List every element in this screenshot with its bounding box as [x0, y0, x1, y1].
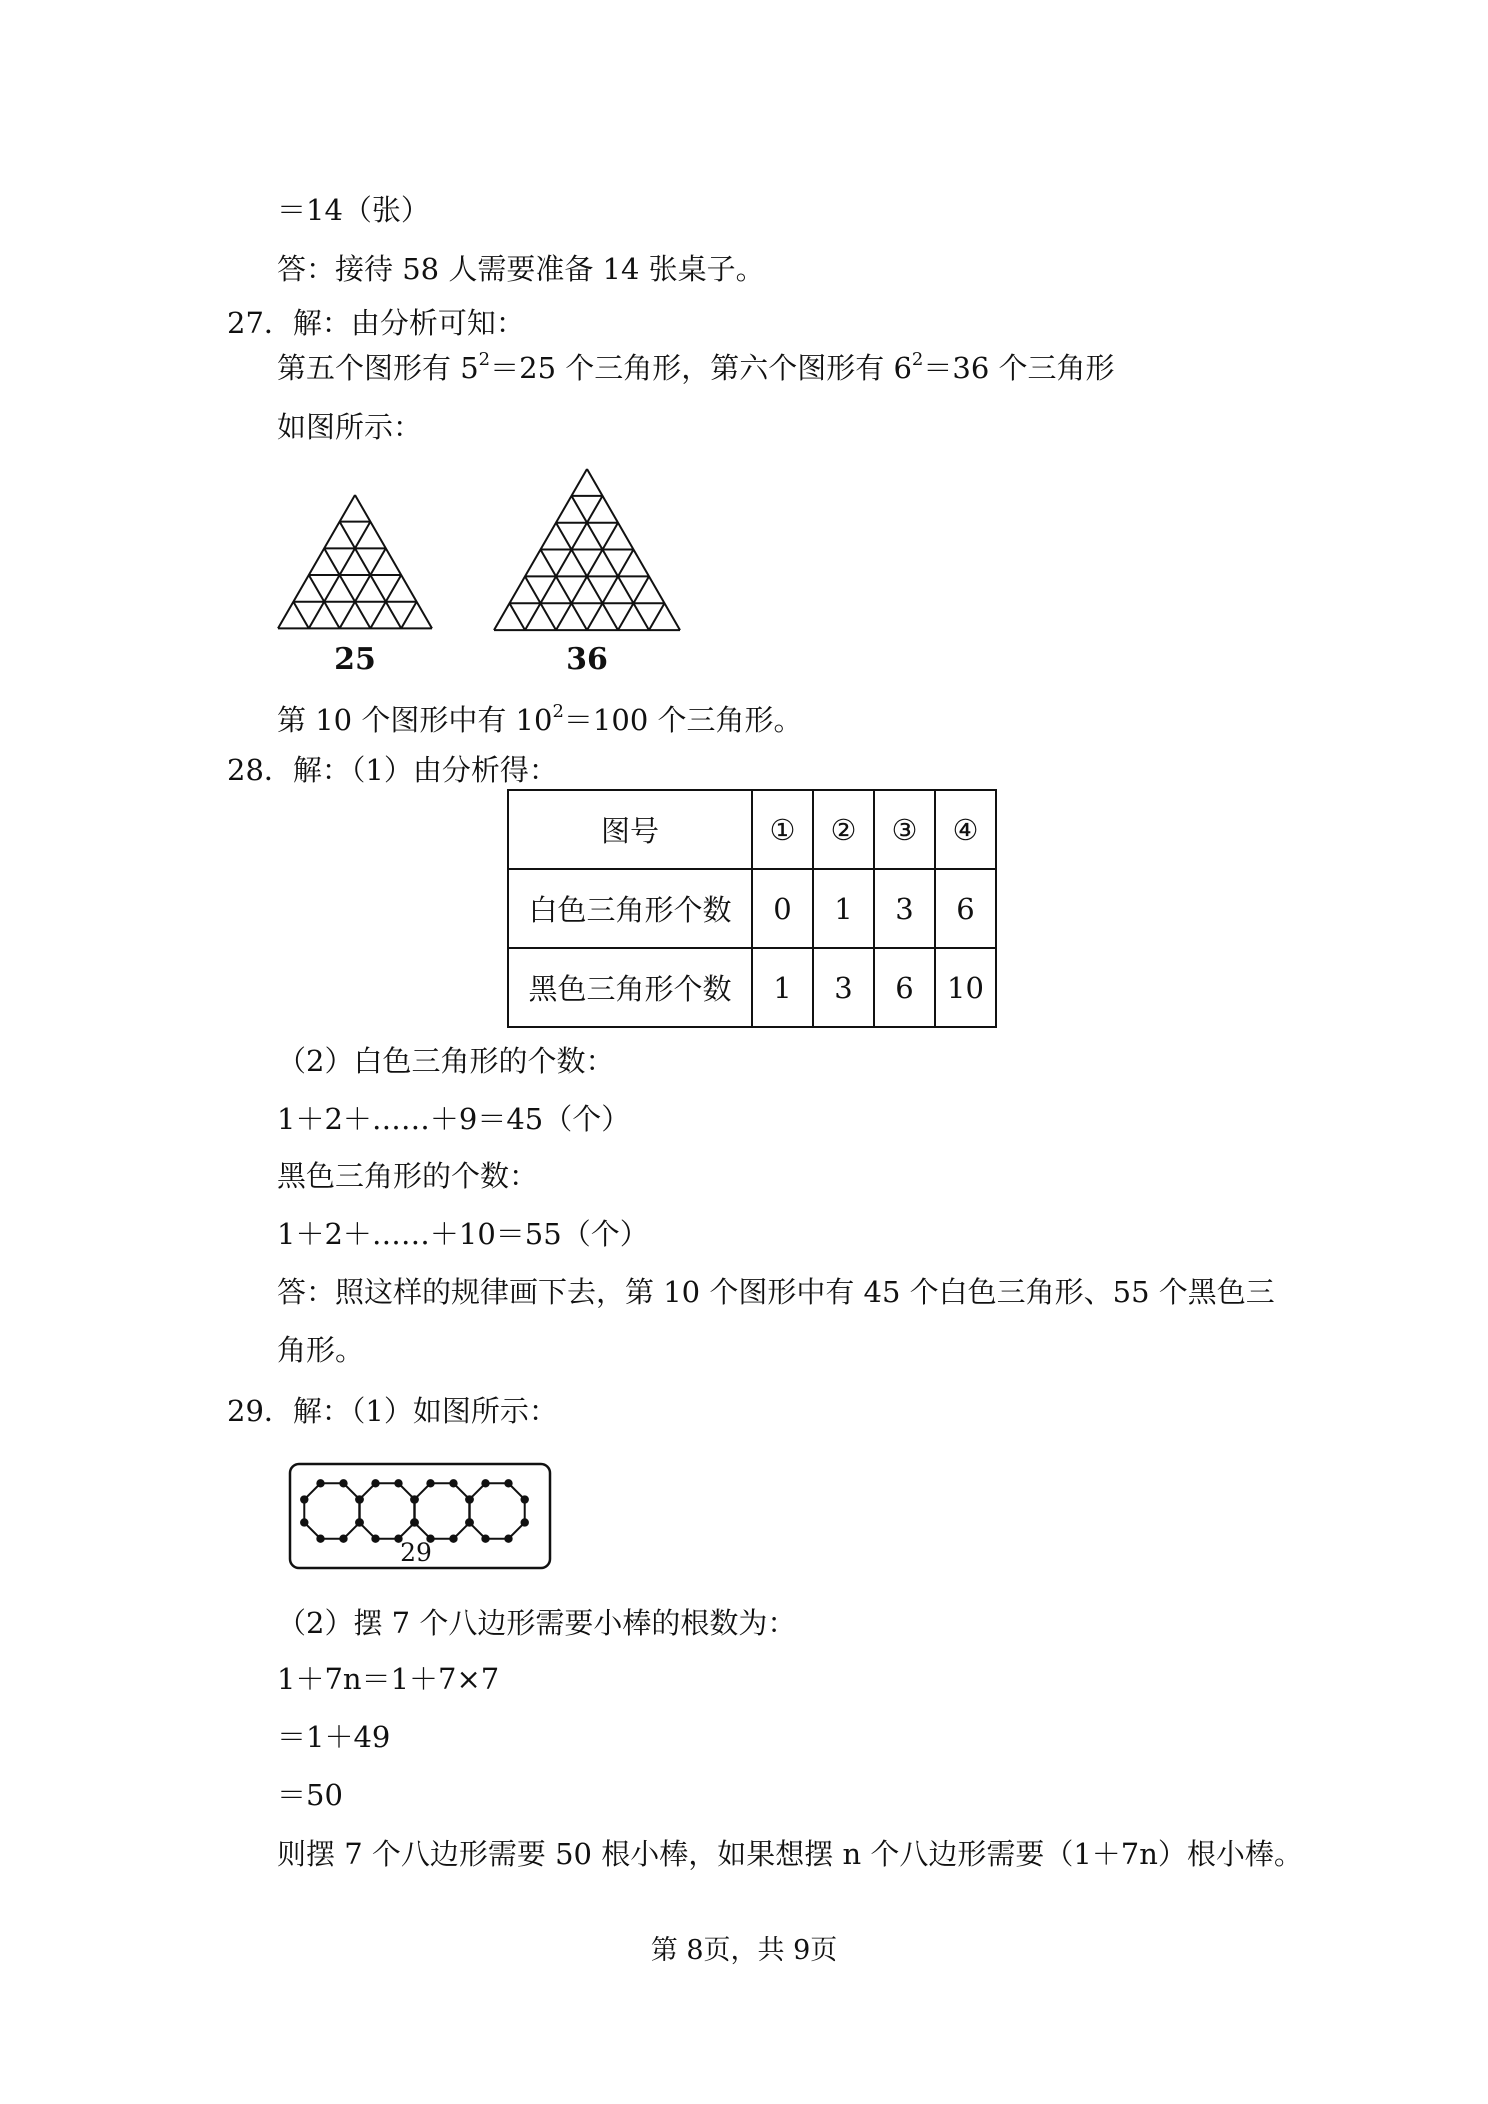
table-row	[508, 948, 996, 1027]
vertex-dot	[466, 1496, 472, 1502]
triangle-figure-25	[270, 480, 470, 680]
q29-equation1: 1＋7n＝1＋7×7	[277, 1662, 500, 1696]
vertex-dot	[372, 1480, 378, 1486]
table-cell: ④	[935, 790, 996, 869]
grid-line	[278, 495, 355, 628]
vertex-dot	[450, 1480, 456, 1486]
vertex-dot	[482, 1480, 488, 1486]
q27-statement: 第五个图形有 $5^2=25$ 个三角形，第六个图形有 $6^2=36$ 个三角形	[277, 349, 1115, 385]
vertex-dot	[340, 1536, 346, 1542]
vertex-dot	[505, 1480, 511, 1486]
grid-line	[293, 602, 308, 629]
grid-line	[510, 603, 526, 630]
table-cell: 10	[935, 948, 996, 1027]
vertex-dot	[427, 1480, 433, 1486]
vertex-dot	[395, 1480, 401, 1486]
q29-part2: （2）摆 7 个八边形需要小棒的根数为：	[277, 1606, 797, 1640]
vertex-dot	[301, 1519, 307, 1525]
grid-line	[355, 495, 432, 628]
vertex-dot	[301, 1496, 307, 1502]
triangle-36-label: 36	[566, 642, 608, 675]
grid-line	[401, 602, 416, 629]
vertex-dot	[340, 1480, 346, 1486]
table-cell: 黑色三角形个数	[508, 948, 752, 1027]
vertex-dot	[450, 1536, 456, 1542]
vertex-dot	[317, 1536, 323, 1542]
table-header-row	[508, 790, 996, 869]
table-cell: 白色三角形个数	[508, 869, 752, 948]
table-cell: 图号	[508, 790, 752, 869]
vertex-dot	[411, 1519, 417, 1525]
table-cell: 1	[813, 869, 874, 948]
q28-black-sum: 1＋2＋……＋10＝55（个）	[277, 1217, 649, 1251]
table-cell: ①	[752, 790, 813, 869]
vertex-dot	[466, 1519, 472, 1525]
octagon-figure	[288, 1462, 558, 1572]
triangle-figure-36	[490, 465, 730, 675]
octagon-count-label: 29	[400, 1538, 432, 1567]
grid-line	[525, 496, 603, 630]
vertex-dot	[372, 1536, 378, 1542]
q29-equation2: ＝1＋49	[277, 1720, 391, 1754]
q27-tenth: 第 10 个图形中有 $10^2=100$ 个三角形。	[277, 701, 803, 737]
triangle-count-table	[507, 789, 997, 1028]
q27-heading: 27．解：由分析可知：	[227, 306, 525, 340]
q28-black-heading: 黑色三角形的个数：	[277, 1159, 539, 1193]
table-cell: 1	[752, 948, 813, 1027]
vertex-dot	[356, 1496, 362, 1502]
octagon	[469, 1483, 524, 1538]
table-cell: 3	[874, 869, 935, 948]
vertex-dot	[411, 1496, 417, 1502]
table-cell: ③	[874, 790, 935, 869]
table-cell: 6	[935, 869, 996, 948]
octagon	[359, 1483, 414, 1538]
q29-answer: 则摆 7 个八边形需要 50 根小棒，如果想摆 n 个八边形需要（1＋7n）根小棒。	[277, 1837, 1303, 1871]
grid-line	[572, 496, 650, 630]
vertex-dot	[356, 1519, 362, 1525]
triangle-25-label: 25	[334, 642, 376, 677]
table-cell: 6	[874, 948, 935, 1027]
vertex-dot	[317, 1480, 323, 1486]
q29-heading: 29．解：（1）如图所示：	[227, 1394, 558, 1428]
q28-part2: （2）白色三角形的个数：	[277, 1044, 615, 1078]
q28-answer-line2: 角形。	[277, 1333, 365, 1367]
table-row	[508, 869, 996, 948]
vertex-dot	[482, 1536, 488, 1542]
q27-figure-intro: 如图所示：	[277, 410, 423, 444]
table-cell: ②	[813, 790, 874, 869]
table-cell: 3	[813, 948, 874, 1027]
vertex-dot	[522, 1496, 528, 1502]
page-footer: 第 8页，共 9页	[650, 1935, 838, 1966]
q28-white-sum: 1＋2＋……＋9＝45（个）	[277, 1102, 631, 1136]
grid-line	[649, 603, 665, 630]
q28-answer-line1: 答：照这样的规律画下去，第 10 个图形中有 45 个白色三角形、55 个黑色三	[277, 1275, 1275, 1309]
q28-heading: 28．解：（1）由分析得：	[227, 753, 558, 787]
q29-equation3: ＝50	[277, 1778, 343, 1812]
line-answer: 答：接待 58 人需要准备 14 张桌子。	[277, 252, 765, 286]
table-cell: 0	[752, 869, 813, 948]
octagon	[304, 1483, 359, 1538]
octagon	[414, 1483, 469, 1538]
line-result: ＝14（张）	[277, 193, 430, 227]
vertex-dot	[522, 1519, 528, 1525]
vertex-dot	[505, 1536, 511, 1542]
